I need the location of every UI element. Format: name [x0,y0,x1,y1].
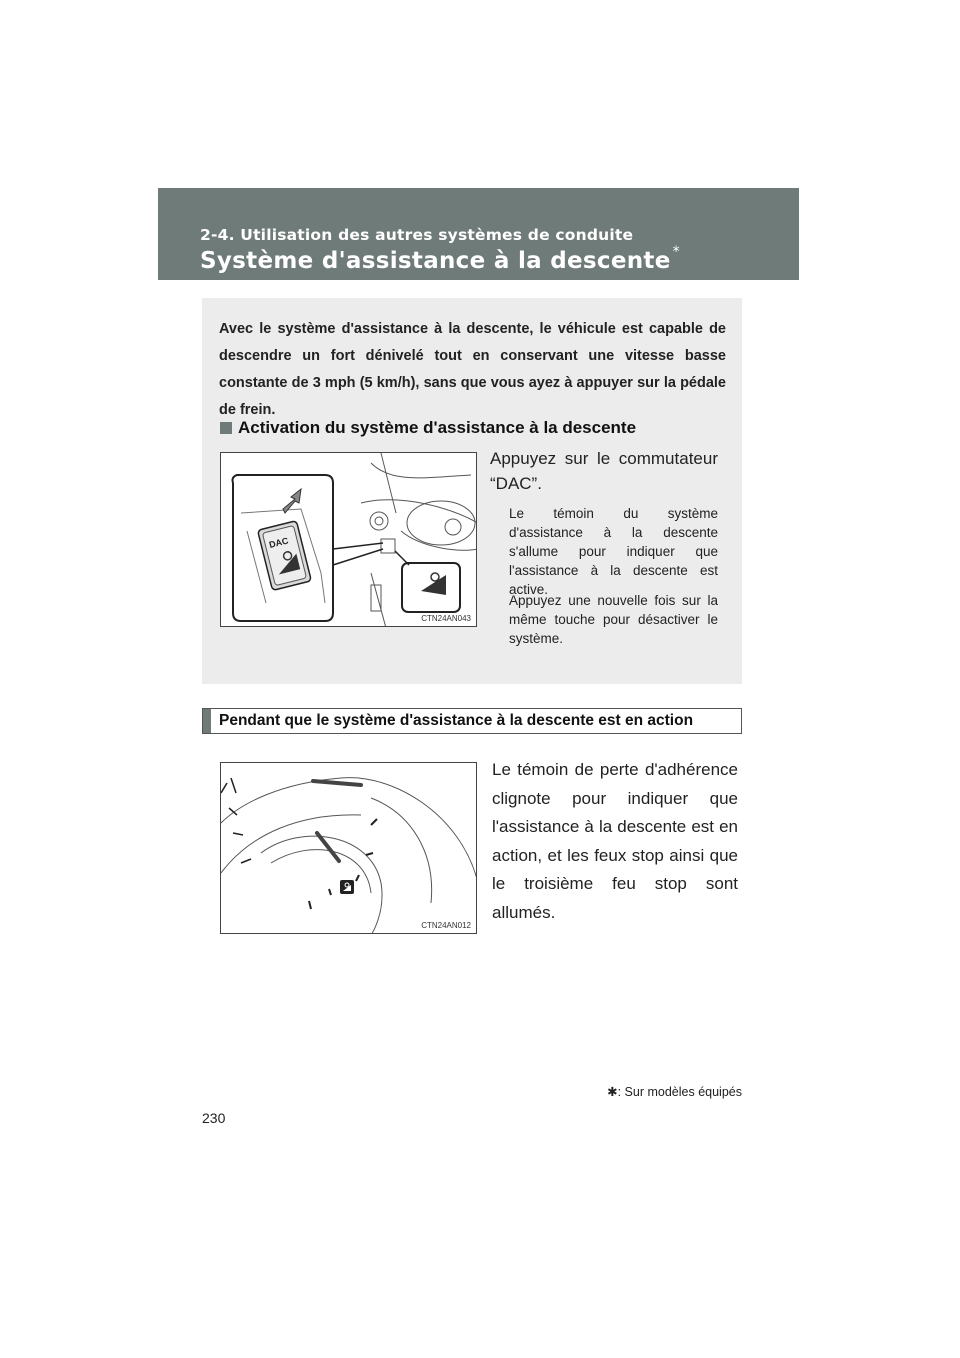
footnote: ✱: Sur modèles équipés [607,1085,742,1099]
figure-code: CTN24AN043 [421,614,471,623]
heading-tab [203,709,211,733]
note-indicator-on: Le témoin du système d'assistance à la descente s'allume pour indiquer que l'assistance à la descente est active. [509,506,718,597]
figure-code: CTN24AN012 [421,921,471,930]
dac-switch-illustration [220,452,477,627]
in-action-paragraph: Le témoin de perte d'adhérence clignote pour indiquer que l'assistance à la descente est en action, et les feux stop ainsi que le troisième feu stop sont allumés. [492,760,738,922]
title-asterisk: * [672,244,680,260]
gauge-cluster-illustration [220,762,477,934]
page-number: 230 [202,1110,226,1126]
dashboard-drawing [221,453,477,627]
step-press-dac: Appuyez sur le commutateur “DAC”. [490,449,718,493]
page-title-text: Système d'assistance à la descente [200,248,671,274]
activation-heading-text: Activation du système d'assistance à la descente [238,418,637,437]
chapter-header [158,188,799,280]
gauge-drawing [221,763,477,934]
in-action-heading [202,708,742,734]
in-action-heading-text: Pendant que le système d'assistance à la descente est en action [219,712,694,729]
dac-button-label: DAC [268,535,290,550]
activation-heading [220,418,636,438]
intro-paragraph: Avec le système d'assistance à la descente, le véhicule est capable de descendre un fort dénivelé tout en conservant une vitesse basse constante de 3 mph (5 km/h), sans que vous ayez à appuyer sur la pédale de frein. [219,321,726,418]
note-deactivate: Appuyez une nouvelle fois sur la même touche pour désactiver le système. [509,593,718,646]
square-bullet-icon [220,422,232,434]
page-title [200,244,680,274]
section-label: 2-4. Utilisation des autres systèmes de conduite [200,226,634,244]
